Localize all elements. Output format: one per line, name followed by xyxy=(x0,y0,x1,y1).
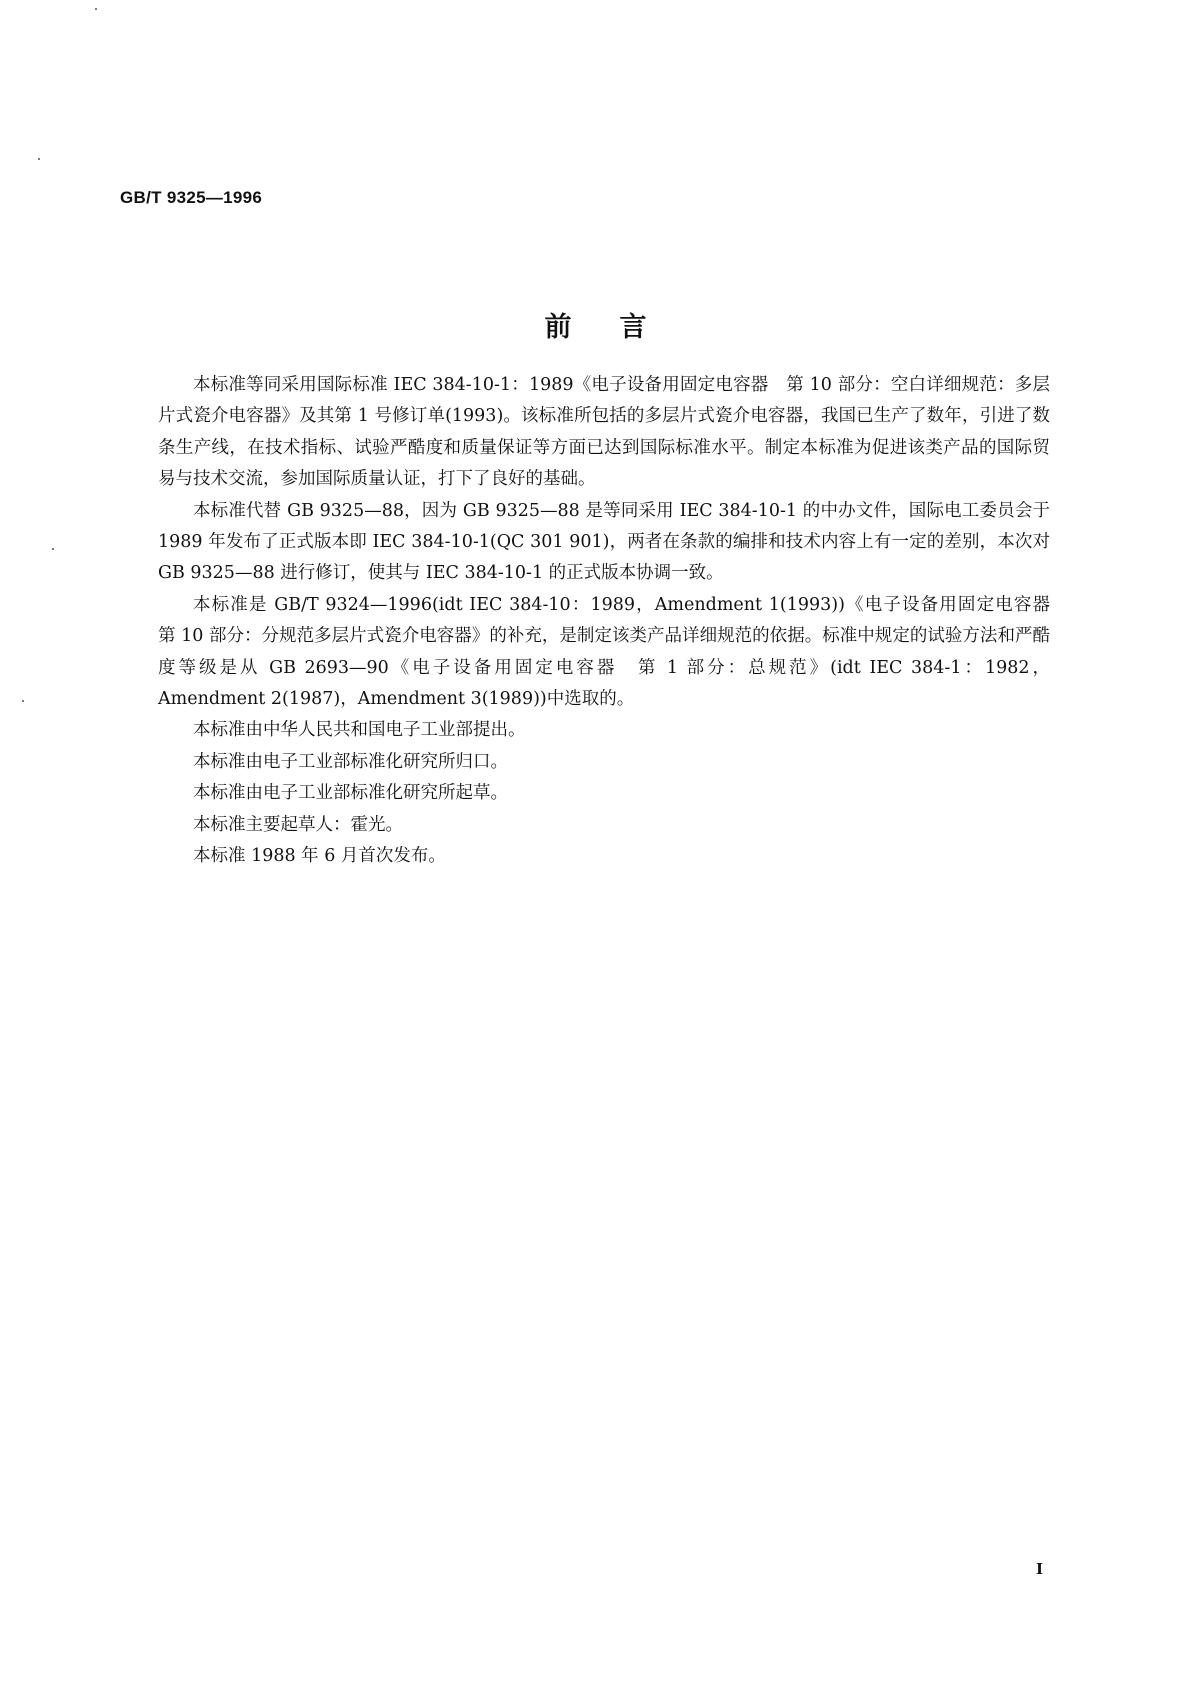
statement-drafted-by: 本标准由电子工业部标准化研究所起草。 xyxy=(193,783,508,804)
page-number: I xyxy=(1036,1560,1044,1578)
scan-speck xyxy=(22,700,24,702)
foreword-paragraph-2: 本标准代替 GB 9325—88，因为 GB 9325—88 是等同采用 IEC 384-10-1 的中办文件，国际电工委员会于 1989 年发布了正式版本即 IEC 384-10-1(QC 301 901)，两者在条款的编排和技术内容上有一定的差别，本次对 GB 9325—88 进行修订，使其与 IEC 384-10-1 的正式版本协调一致。 xyxy=(158,500,1050,584)
foreword-paragraph-1: 本标准等同采用国际标准 IEC 384-10-1：1989《电子设备用固定电容器 第 10 部分：空白详细规范：多层片式瓷介电容器》及其第 1 号修订单(1993)。该标准所包括的多层片式瓷介电容器，我国已生产了数年，引进了数条生产线，在技术指标、试验严酷度和质量保证等方面已达到国际标准水平。制定本标准为促进该类产品的国际贸易与技术交流，参加国际质量认证，打下了良好的基础。 xyxy=(158,375,1050,490)
scan-speck xyxy=(38,158,40,160)
scan-speck xyxy=(95,8,97,10)
scan-speck xyxy=(52,548,54,550)
foreword-paragraph-3: 本标准是 GB/T 9324—1996(idt IEC 384-10：1989，Amendment 1(1993))《电子设备用固定电容器 第 10 部分：分规范多层片式瓷介电容器》的补充，是制定该类产品详细规范的依据。标准中规定的试验方法和严酷度等级是从 GB 2693—90《电子设备用固定电容器 第 1 部分：总规范》(idt IEC 384-1：1982，Amendment 2(1987)，Amendment 3(1989))中选取的。 xyxy=(158,594,1068,710)
page-title: 前言 xyxy=(544,312,695,343)
foreword-body xyxy=(158,370,1068,873)
statement-centralized-by: 本标准由电子工业部标准化研究所归口。 xyxy=(193,751,508,772)
statement-first-issued: 本标准 1988 年 6 月首次发布。 xyxy=(193,846,446,867)
statement-main-drafter: 本标准主要起草人：霍光。 xyxy=(193,814,403,835)
standard-code: GB/T 9325—1996 xyxy=(120,188,263,207)
statement-proposed-by: 本标准由中华人民共和国电子工业部提出。 xyxy=(193,720,526,741)
